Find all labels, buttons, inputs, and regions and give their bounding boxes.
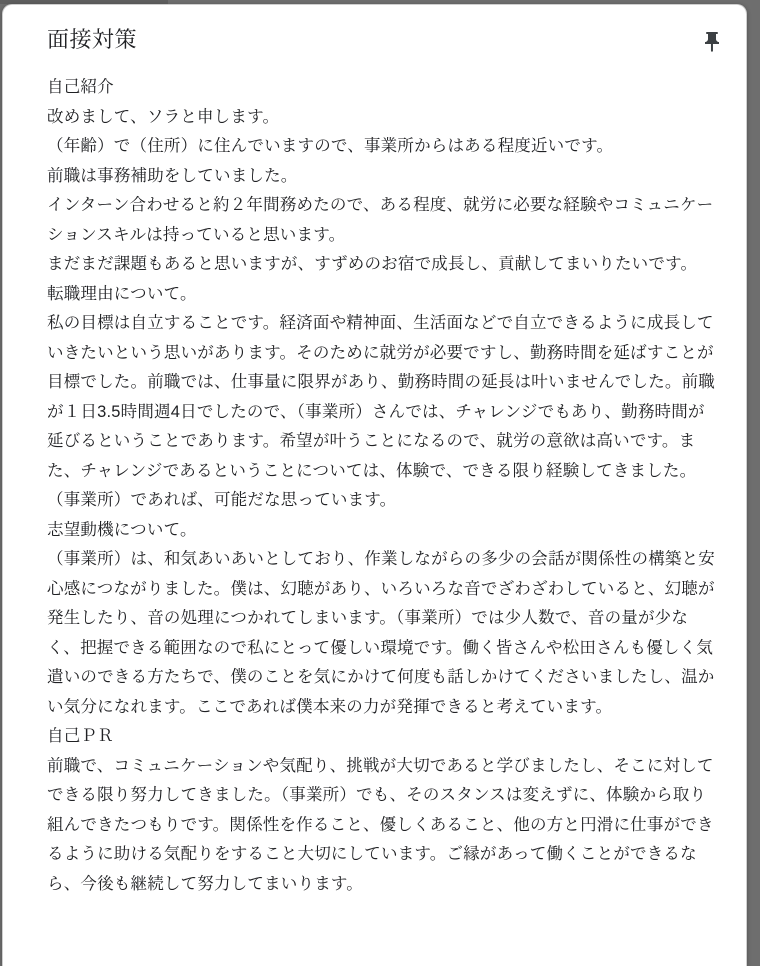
pin-button[interactable] — [696, 26, 732, 58]
note-paragraph: 志望動機について。 — [47, 520, 197, 539]
note-title[interactable]: 面接対策 — [47, 27, 138, 52]
note-title-row — [3, 5, 746, 58]
note-paragraph: 転職理由について。 — [47, 284, 197, 303]
note-paragraph: 自己ＰＲ — [47, 727, 114, 745]
note-paragraph: インターン合わせると約２年間務めたので、ある程度、就労に必要な経験やコミュニケーションスキルは持っていると思います。 — [47, 196, 714, 244]
note-paragraph: 前職で、コミュニケーションや気配り、挑戦が大切であると学びましたし、そこに対してできる限り努力してきました。（事業所）でも、そのスタンスは変えずに、体験から取り組んできたつもりです。関係性を作ること、優しくあること、他の方と円滑に仕事ができるように助ける気配りをすること大切にしています。ご縁があって働くことができるなら、今後も継続して努力してまいります。 — [47, 756, 714, 893]
note-paragraph: まだまだ課題もあると思いますが、すずめのお宿で成長し、貢献してまいりたいです。 — [47, 255, 698, 273]
note-paragraph: 前職は事務補助をしていました。 — [47, 166, 298, 185]
note-paragraph: （年齢）で（住所）に住んでいますので、事業所からはある程度近いです。 — [47, 137, 614, 155]
note-paragraph: （事業所）は、和気あいあいとしており、作業しながらの多少の会話が関係性の構築と安心感につながりました。僕は、幻聴があり、いろいろな音でざわざわしていると、幻聴が発生したり、音の処理につかれてしまいます。（事業所）では少人数で、音の量が少なく、把握できる範囲なので私にとって優しい環境です。働く皆さんや松田さんも優しく気遣いのできる方たちで、僕のことを気にかけて何度も話しかけてくださいましたし、温かい気分になれます。ここであれば僕本来の力が発揮できると考えています。 — [47, 550, 715, 716]
note-paragraph: 改めまして、ソラと申します。 — [47, 107, 280, 126]
note-card — [2, 4, 747, 966]
note-body[interactable] — [3, 58, 746, 899]
note-paragraph: 自己紹介 — [47, 78, 114, 96]
note-paragraph: 私の目標は自立することです。経済面や精神面、生活面などで自立できるように成長していきたいという思いがあります。そのために就労が必要ですし、勤務時間を延ばすことが目標でした。前職では、仕事量に限界があり、勤務時間の延長は叶いませんでした。前職が１日3.5時間週4日でしたので、（事業所）さんでは、チャレンジでもあり、勤務時間が延びるということであります。希望が叶うことになるので、就労の意欲は高いです。また、チャレンジであるということについては、体験で、できる限り経験してきました。（事業所）であれば、可能だな思っています。 — [47, 314, 715, 509]
pin-icon — [700, 30, 724, 54]
